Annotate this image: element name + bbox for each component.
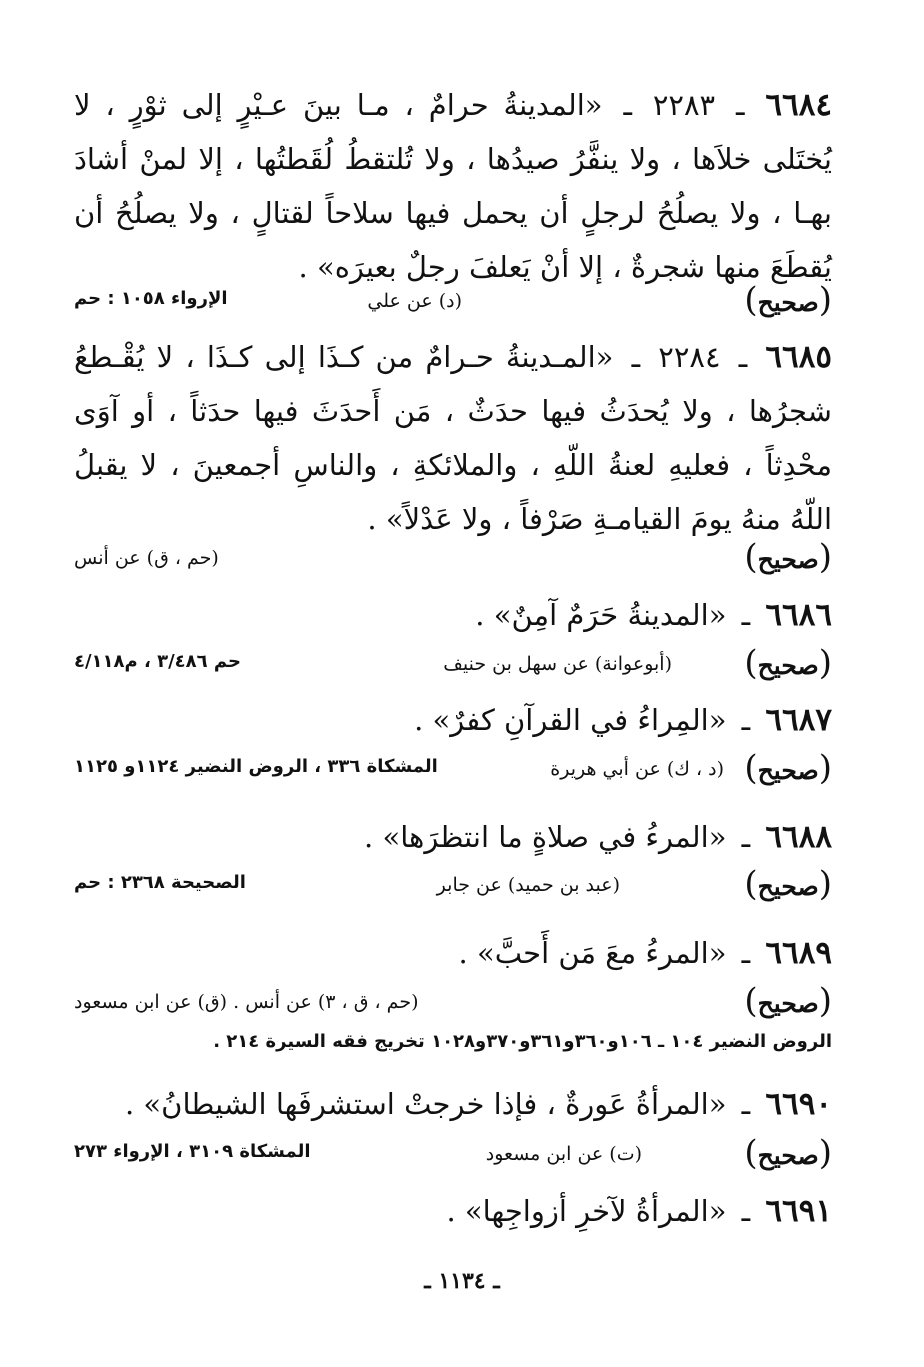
hadith-entry: ٦٦٩٠ ـ «المرأةُ عَورةٌ ، فإذا خرجتْ استشرفَها الشيطانُ» . [124,1086,832,1122]
source-text: (حم ، ق) عن أنس [74,547,219,569]
reference-text: المشكاة ٣٣٦ ، الروض النضير ١١٢٤و ١١٢٥ [74,756,438,777]
hadith-text: «المِراءُ في القرآنِ كفرٌ» . [414,703,727,737]
source-text: (ت) عن ابن مسعود [485,1143,642,1165]
reference-text: المشكاة ٣١٠٩ ، الإرواء ٢٧٣ [74,1141,311,1162]
hadith-entry: ٦٦٨٤ ـ ٢٢٨٣ ـ «المدينةُ حرامٌ ، مـا بينَ عـيْرٍ إلى ثوْرٍ ، لا يُختَلى خلاَها ، ولا ينفَّرُ صيدُها ، ولا تُلتقطُ لُقَطتُها ، إلا لمنْ أشادَ بهـا ، ولا يصلُحُ لرجلٍ أن يحمل فيها سلاحاً لقتالٍ ، ولا يصلُحُ أن يُقطَعَ منها شجرةٌ ، إلا أنْ يَعلفَ رجلٌ بعيرَه» . [74,87,833,284]
hadith-source-line [74,1133,832,1173]
grade-label: (صحيح) [744,1133,832,1173]
reference-text: حم ٣/٤٨٦ ، م٤/١١٨ [74,651,241,672]
hadith-sub-number: ٢٢٨٤ [658,340,721,374]
reference-text: الإرواء ١٠٥٨ : حم [74,288,228,309]
hadith-text: «المدينةُ حَرَمٌ آمِنٌ» . [475,598,727,632]
hadith-entry: ٦٦٨٥ ـ ٢٢٨٤ ـ «المـدينةُ حـرامٌ من كـذَا إلى كـذَا ، لا يُقْـطعُ شجرُها ، ولا يُحدَثُ فيها حدَثٌ ، مَن أَحدَثَ فيها حدَثاً ، أو آوَى محْدِثاً ، فعليهِ لعنةُ اللّهِ ، والملائكةِ ، والناسِ أجمعينَ ، لا يقبلُ اللّهُ منهُ يومَ القيامـةِ صَرْفاً ، ولا عَدْلاً» . [74,339,832,536]
hadith-source-line [74,537,832,577]
reference-text: الصحيحة ٢٣٦٨ : حم [74,872,246,893]
hadith-number: ٦٦٨٧ [765,702,832,738]
hadith-number: ٦٦٩٠ [765,1086,832,1122]
hadith-source-line [74,864,832,904]
source-text: (أبوعوانة) عن سهل بن حنيف [443,653,672,675]
hadith-entry: ٦٦٩١ ـ «المرأةُ لآخرِ أزواجِها» . [446,1193,832,1229]
hadith-source-line [74,981,832,1021]
hadith-text: «المرأةُ لآخرِ أزواجِها» . [446,1194,727,1228]
source-text: (د ، ك) عن أبي هريرة [550,758,724,780]
hadith-text: «المـدينةُ حـرامٌ من كـذَا إلى كـذَا ، لا يُقْـطعُ شجرُها ، ولا يُحدَثُ فيها حدَثٌ ، مَن أَحدَثَ فيها حدَثاً ، أو آوَى محْدِثاً ، فعليهِ لعنةُ اللّهِ ، والملائكةِ ، والناسِ أجمعينَ ، لا يقبلُ اللّهُ منهُ يومَ القيامـةِ صَرْفاً ، ولا عَدْلاً» . [74,340,832,536]
grade-label: (صحيح) [744,537,832,577]
hadith-number: ٦٦٨٦ [765,597,832,633]
hadith-sub-number: ٢٢٨٣ [652,88,716,122]
hadith-text: «المرأةُ عَورةٌ ، فإذا خرجتْ استشرفَها الشيطانُ» . [124,1087,727,1121]
grade-label: (صحيح) [744,280,832,320]
source-text: (د) عن علي [367,290,462,312]
hadith-number: ٦٦٨٥ [765,339,832,375]
source-text: (حم ، ق ، ٣) عن أنس . (ق) عن ابن مسعود [74,991,419,1013]
hadith-entry: ٦٦٨٩ ـ «المرءُ معَ مَن أَحبَّ» . [458,935,832,971]
hadith-entry: ٦٦٨٦ ـ «المدينةُ حَرَمٌ آمِنٌ» . [475,597,832,633]
hadith-number: ٦٦٨٨ [765,819,832,855]
grade-label: (صحيح) [744,643,832,683]
page-number: ـ ١١٣٤ ـ [424,1268,500,1294]
hadith-number: ٦٦٨٩ [765,935,832,971]
hadith-reference-line [74,1027,832,1063]
hadith-entry: ٦٦٨٧ ـ «المِراءُ في القرآنِ كفرٌ» . [414,702,832,738]
hadith-source-line [74,748,832,788]
grade-label: (صحيح) [744,864,832,904]
hadith-source-line [74,280,832,320]
hadith-source-line [74,643,832,683]
reference-text: الروض النضير ١٠٤ ـ ١٠٦و٣٦٠و٣٦١و٣٧٠و١٠٢٨ تخريج فقه السيرة ٢١٤ . [213,1031,832,1052]
grade-label: (صحيح) [744,981,832,1021]
hadith-number: ٦٦٨٤ [765,87,833,123]
hadith-entry: ٦٦٨٨ ـ «المرءُ في صلاةٍ ما انتظرَها» . [364,819,832,855]
hadith-text: «المدينةُ حرامٌ ، مـا بينَ عـيْرٍ إلى ثوْرٍ ، لا يُختَلى خلاَها ، ولا ينفَّرُ صيدُها ، ولا تُلتقطُ لُقَطتُها ، إلا لمنْ أشادَ بهـا ، ولا يصلُحُ لرجلٍ أن يحمل فيها سلاحاً لقتالٍ ، ولا يصلُحُ أن يُقطَعَ منها شجرةٌ ، إلا أنْ يَعلفَ رجلٌ بعيرَه» . [74,88,832,284]
hadith-number: ٦٦٩١ [765,1193,832,1229]
grade-label: (صحيح) [744,748,832,788]
source-text: (عبد بن حميد) عن جابر [436,874,620,896]
hadith-text: «المرءُ في صلاةٍ ما انتظرَها» . [364,820,727,854]
hadith-text: «المرءُ معَ مَن أَحبَّ» . [458,936,727,970]
